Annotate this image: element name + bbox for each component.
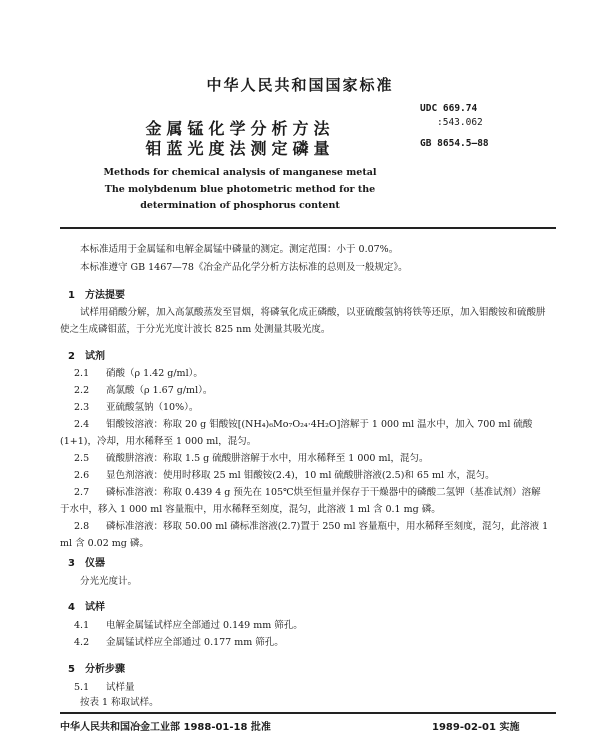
item-number: 2.3 (74, 402, 90, 413)
section-5-heading: 5 分析步骤 (68, 664, 125, 675)
english-title-line-2: The molybdenum blue photometric method for the (104, 184, 376, 195)
item-text: 磷标准溶液：称取 0.439 4 g 预先在 105℃烘至恒量并保存于干燥器中的磷酸二氢钾（基准试剂）溶解于水中，移入 1 000 ml 容量瓶中，用水稀释至刻度，混匀，此溶液 1 ml 含 0.1 mg 磷。 (60, 487, 541, 515)
item-text: 电解金属锰试样应全部通过 0.149 mm 筛孔。 (106, 620, 303, 631)
item-number: 4.2 (74, 637, 90, 648)
list-item (60, 416, 550, 450)
list-item (60, 450, 550, 467)
section-3-text: 分光光度计。 (80, 576, 138, 587)
item-text: 硝酸（ρ 1.42 g/ml）。 (106, 368, 203, 379)
intro-scope: 本标准适用于金属锰和电解金属锰中磷量的测定。测定范围：小于 0.07%。 (80, 244, 399, 255)
english-title-line-1: Methods for chemical analysis of manganese metal (103, 167, 377, 178)
section-2-heading: 2 试剂 (68, 351, 105, 362)
title-line-2: 钼蓝光度法测定磷量 (145, 139, 335, 158)
implementation-date: 1989-02-01 实施 (432, 722, 520, 733)
item-text: 硫酸肼溶液：称取 1.5 g 硫酸肼溶解于水中，用水稀释至 1 000 ml，混匀。 (106, 453, 429, 464)
udc-code: UDC 669.74 (420, 103, 478, 114)
item-text: 试样量 (106, 682, 135, 693)
item-number: 2.6 (74, 470, 90, 481)
list-item (60, 634, 550, 651)
item-text: 高氯酸（ρ 1.67 g/ml）。 (106, 385, 213, 396)
list-item (60, 484, 550, 518)
udc-code-2: :543.062 (437, 117, 483, 128)
item-number: 4.1 (74, 620, 90, 631)
section-3-heading: 3 仪器 (68, 558, 105, 569)
item-number: 5.1 (74, 682, 90, 693)
section-1-text: 试样用硝酸分解，加入高氯酸蒸发至冒烟，将磷氧化成正磷酸，以亚硫酸氢钠将铁等还原，加入钼酸铵和硫酸肼使之生成磷钼蓝，于分光光度计波长 825 nm 处测量其吸光度。 (60, 307, 546, 335)
title-line-1: 金属锰化学分析方法 (145, 119, 335, 138)
header-divider (60, 227, 556, 229)
intro-compliance: 本标准遵守 GB 1467—78《冶金产品化学分析方法标准的总则及一般规定》。 (80, 262, 408, 273)
item-text: 显色剂溶液：使用时移取 25 ml 钼酸铵(2.4)，10 ml 硫酸肼溶液(2.5)和 65 ml 水，混匀。 (106, 470, 495, 481)
english-title-line-3: determination of phosphorus content (140, 200, 340, 211)
item-number: 2.4 (74, 419, 90, 430)
gb-code: GB 8654.5—88 (420, 138, 489, 149)
section-4-heading: 4 试样 (68, 602, 105, 613)
footer-divider (60, 712, 556, 714)
standard-issuer: 中华人民共和国国家标准 (206, 76, 394, 94)
approval-date: 中华人民共和国冶金工业部 1988-01-18 批准 (60, 722, 271, 733)
item-number: 2.5 (74, 453, 90, 464)
item-text: 钼酸铵溶液：称取 20 g 钼酸铵[(NH₄)₆Mo₇O₂₄·4H₂O]溶解于 1 000 ml 温水中，加入 700 ml 硫酸(1+1)，冷却，用水稀释至 1 000 ml，混匀。 (60, 419, 533, 447)
item-text: 金属锰试样应全部通过 0.177 mm 筛孔。 (106, 637, 284, 648)
item-text: 亚硫酸氢钠（10%）。 (106, 402, 199, 413)
list-item (60, 365, 550, 382)
section-5-text: 按表 1 称取试样。 (80, 697, 159, 708)
item-number: 2.8 (74, 521, 90, 532)
item-number: 2.2 (74, 385, 90, 396)
section-1-heading: 1 方法提要 (68, 290, 125, 301)
list-item (60, 382, 550, 399)
list-item (60, 399, 550, 416)
item-number: 2.7 (74, 487, 90, 498)
item-text: 磷标准溶液：移取 50.00 ml 磷标准溶液(2.7)置于 250 ml 容量瓶中，用水稀释至刻度，混匀，此溶液 1 ml 含 0.02 mg 磷。 (60, 521, 549, 549)
list-item (60, 467, 550, 484)
list-item (60, 617, 550, 634)
list-item (60, 518, 550, 552)
item-number: 2.1 (74, 368, 90, 379)
